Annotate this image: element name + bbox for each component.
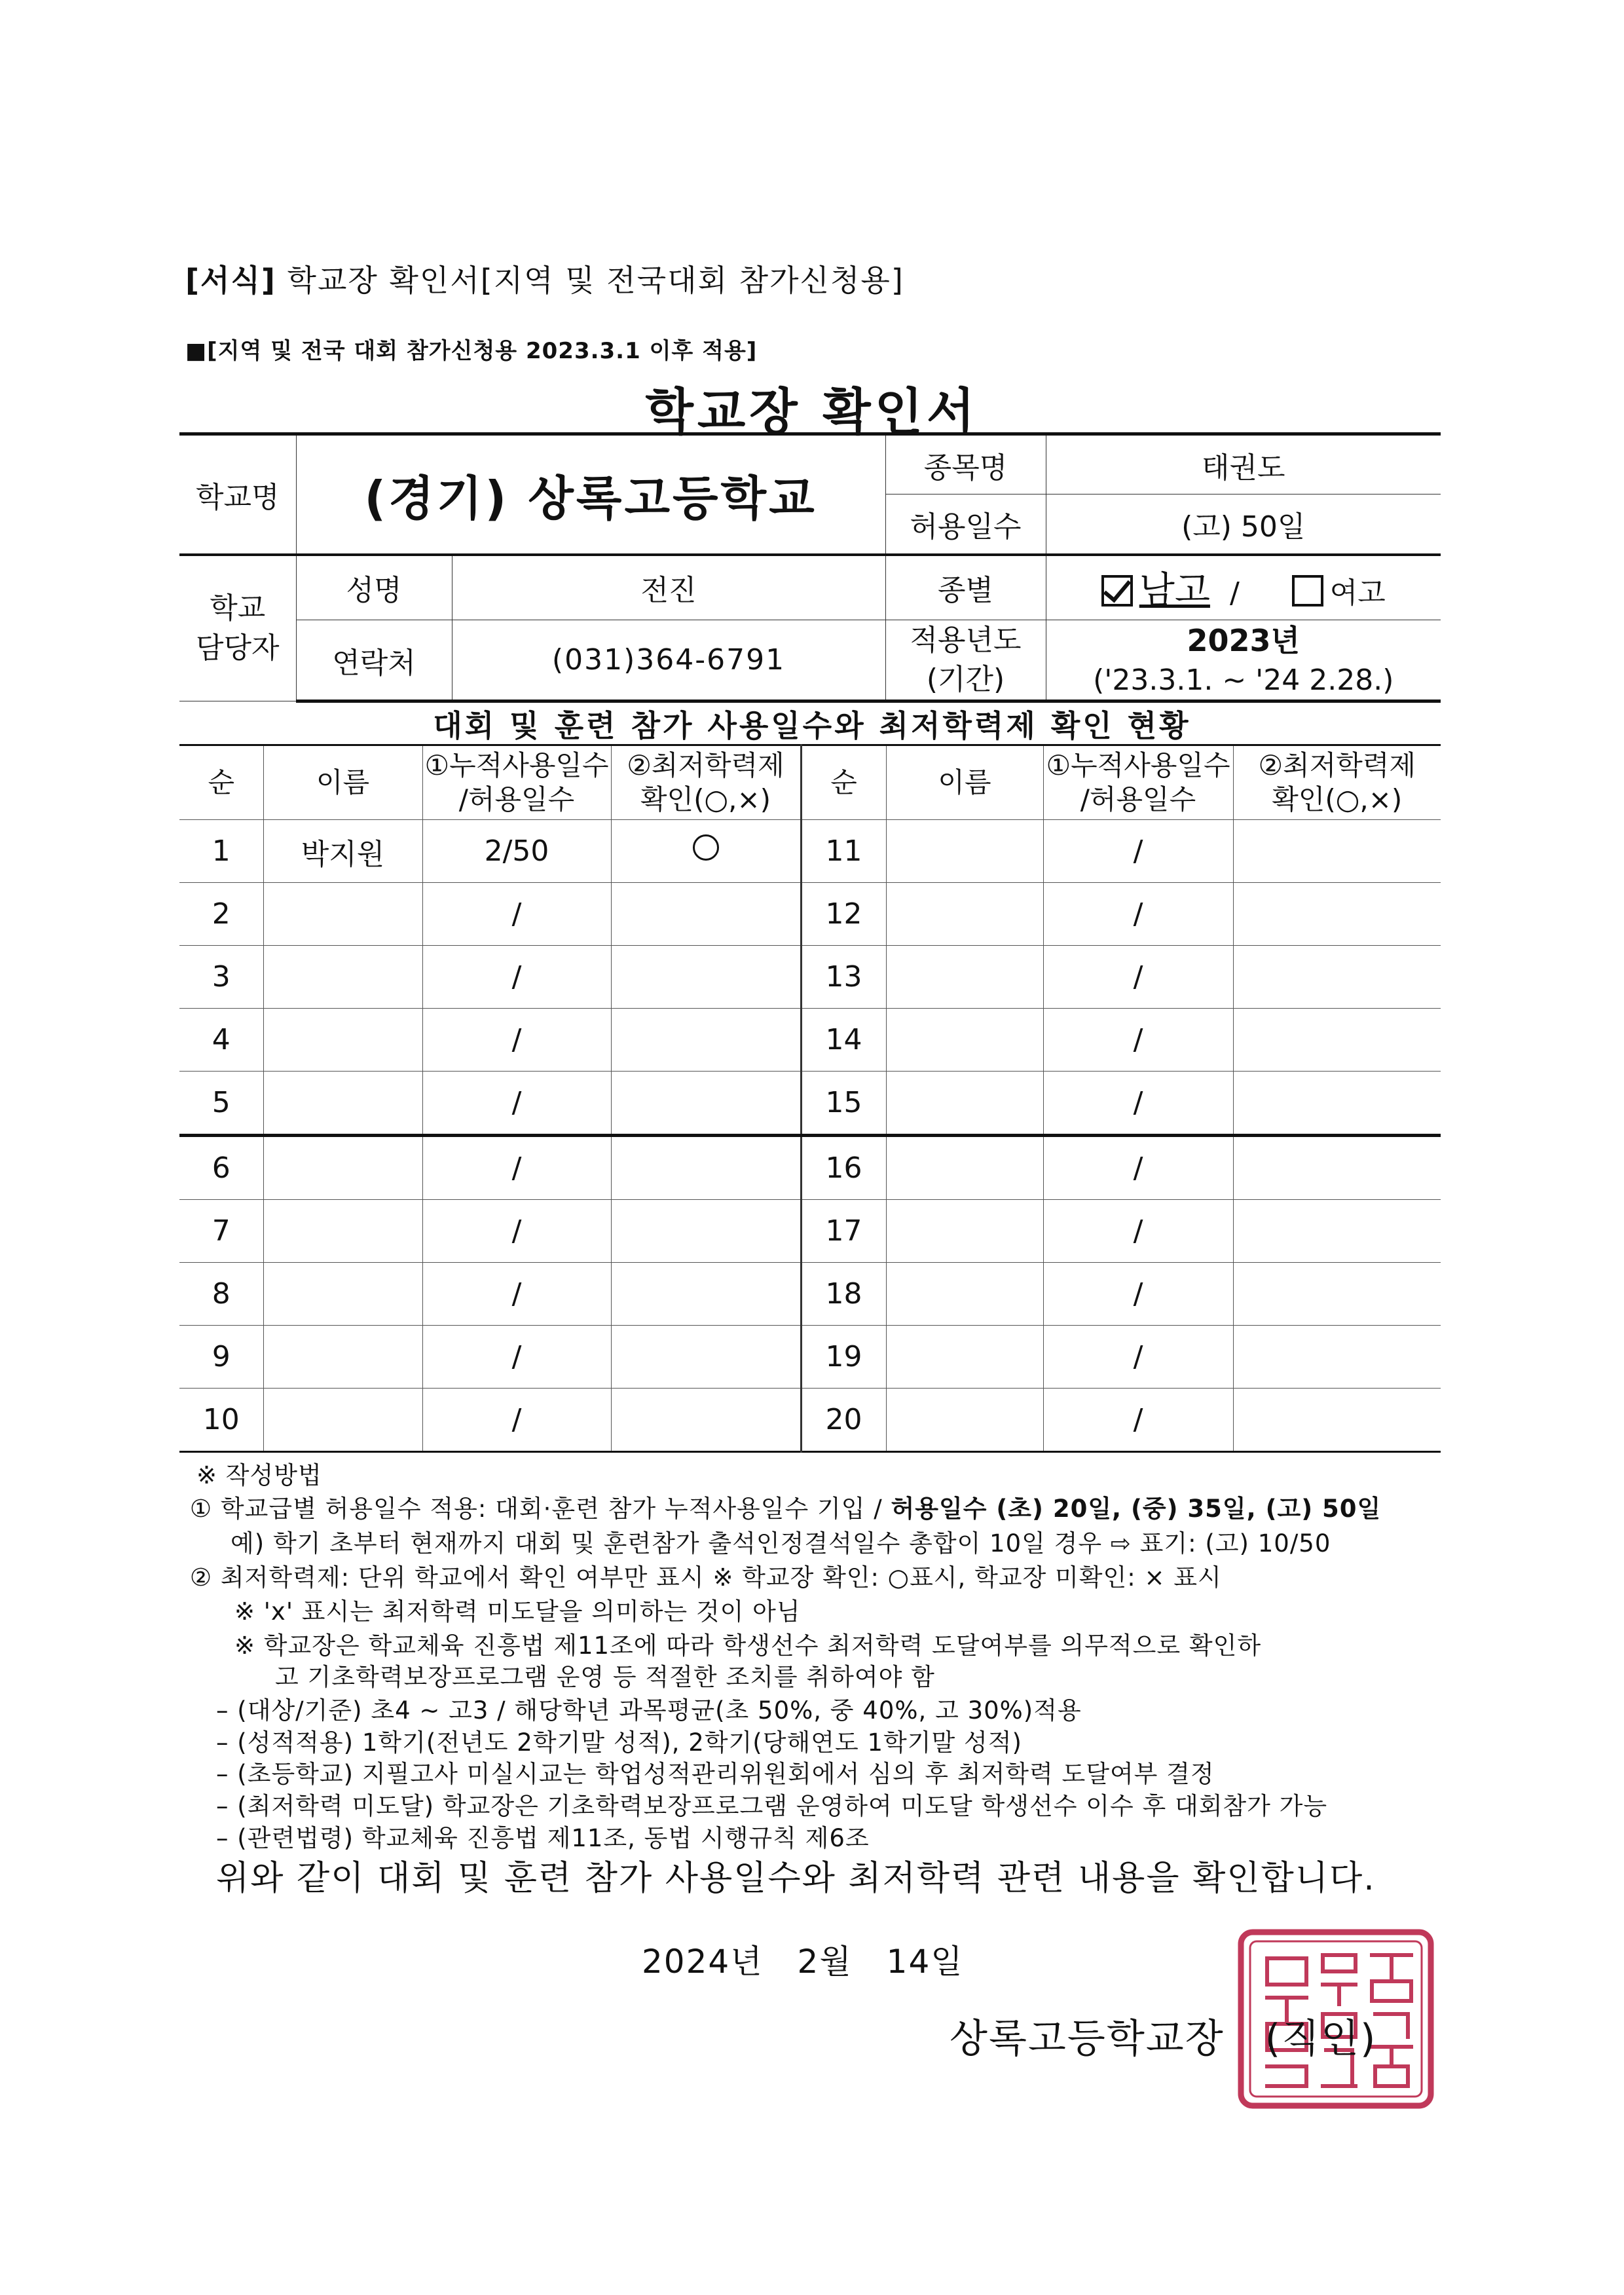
row-check xyxy=(611,1072,801,1136)
row-days: / xyxy=(422,883,611,946)
gender-label: 종별 xyxy=(885,555,1046,620)
row-check xyxy=(1233,820,1441,883)
row-no: 6 xyxy=(179,1136,263,1200)
row-days: / xyxy=(1043,1200,1233,1263)
table-row xyxy=(179,1072,1441,1136)
male-label: 남고 xyxy=(1139,569,1210,612)
sport-value: 태권도 xyxy=(1046,434,1441,494)
row-no: 12 xyxy=(801,883,886,946)
row-no: 8 xyxy=(179,1263,263,1326)
female-label: 여고 xyxy=(1329,576,1386,610)
allowed-days-value: (고) 50일 xyxy=(1046,494,1441,555)
header-name-left: 이름 xyxy=(263,745,422,820)
row-check xyxy=(611,1009,801,1072)
status-title: 대회 및 훈련 참가 사용일수와 최저학력제 확인 현황 xyxy=(433,708,1191,743)
row-days: / xyxy=(422,1326,611,1389)
school-label: 학교명 xyxy=(179,434,296,555)
row-no: 20 xyxy=(801,1389,886,1452)
row-days: / xyxy=(422,1136,611,1200)
row-name xyxy=(886,883,1043,946)
form-subcaption: ■[지역 및 전국 대회 참가신청용 2023.3.1 이후 적용] xyxy=(185,338,758,364)
status-table xyxy=(179,744,1441,1453)
detail-3: – (초등학교) 지필고사 미실시교는 학업성적관리위원회에서 심의 후 최저학력 도달여부 결정 xyxy=(216,1760,1215,1788)
note-2: ② 최저학력제: 단위 학교에서 확인 여부만 표시 ※ 학교장 확인: ○표시, 학교장 미확인: × 표시 xyxy=(190,1563,1222,1592)
row-no: 3 xyxy=(179,946,263,1009)
contact-label: 연락처 xyxy=(296,620,452,701)
row-days: / xyxy=(1043,946,1233,1009)
row-no: 11 xyxy=(801,820,886,883)
row-check xyxy=(1233,1200,1441,1263)
document-title: 학교장 확인서 xyxy=(645,382,979,441)
name-label: 성명 xyxy=(296,555,452,620)
row-name xyxy=(263,1200,422,1263)
row-no: 17 xyxy=(801,1200,886,1263)
header-academic-line2: 확인(○,×) xyxy=(1272,783,1403,815)
row-check xyxy=(1233,946,1441,1009)
table-row xyxy=(179,1200,1441,1263)
row-check xyxy=(1233,1136,1441,1200)
row-no: 16 xyxy=(801,1136,886,1200)
row-days: / xyxy=(1043,1136,1233,1200)
female-checkbox[interactable] xyxy=(1292,575,1323,606)
row-check xyxy=(1233,1263,1441,1326)
period-value xyxy=(1046,620,1441,701)
header-name-right: 이름 xyxy=(886,745,1043,820)
detail-5: – (관련법령) 학교체육 진흥법 제11조, 동법 시행규칙 제6조 xyxy=(216,1824,870,1852)
row-name xyxy=(886,946,1043,1009)
table-row xyxy=(179,1009,1441,1072)
row-no: 7 xyxy=(179,1200,263,1263)
row-name xyxy=(263,1326,422,1389)
circle-mark-icon xyxy=(693,834,719,861)
row-days: / xyxy=(1043,1263,1233,1326)
header-days-line1: ①누적사용일수 xyxy=(1046,749,1230,781)
row-name xyxy=(886,1072,1043,1136)
header-academic-right xyxy=(1233,745,1441,820)
row-name xyxy=(263,1072,422,1136)
school-name: (경기) 상록고등학교 xyxy=(296,434,885,555)
table-row xyxy=(179,1326,1441,1389)
table-row xyxy=(179,946,1441,1009)
row-days: / xyxy=(422,1009,611,1072)
row-check xyxy=(611,1200,801,1263)
row-check xyxy=(1233,1326,1441,1389)
row-name xyxy=(886,1326,1043,1389)
detail-4: – (최저학력 미도달) 학교장은 기초학력보장프로그램 운영하여 미도달 학생선수 이수 후 대회참가 가능 xyxy=(216,1792,1328,1820)
detail-1: – (대상/기준) 초4 ~ 고3 / 해당학년 과목평균(초 50%, 중 40%, 고 30%)적용 xyxy=(216,1696,1082,1725)
note-1-example: 예) 학기 초부터 현재까지 대회 및 훈련참가 출석인정결석일수 총합이 10일 경우 ⇨ 표기: (고) 10/50 xyxy=(231,1529,1331,1558)
row-check xyxy=(1233,1009,1441,1072)
row-days: / xyxy=(422,1072,611,1136)
row-name xyxy=(263,1009,422,1072)
row-no: 2 xyxy=(179,883,263,946)
row-check xyxy=(1233,1072,1441,1136)
row-name xyxy=(263,1136,422,1200)
row-name xyxy=(886,1009,1043,1072)
row-no: 4 xyxy=(179,1009,263,1072)
table-row xyxy=(179,1263,1441,1326)
row-no: 19 xyxy=(801,1326,886,1389)
allowed-days-label: 허용일수 xyxy=(885,494,1046,555)
row-check xyxy=(611,946,801,1009)
row-check xyxy=(611,883,801,946)
period-range: ('23.3.1. ~ '24 2.28.) xyxy=(1093,663,1394,698)
row-days: / xyxy=(1043,1389,1233,1452)
row-no: 13 xyxy=(801,946,886,1009)
row-name xyxy=(263,1263,422,1326)
row-no: 18 xyxy=(801,1263,886,1326)
period-label xyxy=(885,620,1046,701)
manager-label: 학교 담당자 xyxy=(179,555,296,701)
row-check xyxy=(611,1326,801,1389)
row-check xyxy=(611,1389,801,1452)
row-name xyxy=(886,1389,1043,1452)
row-name xyxy=(886,1136,1043,1200)
header-academic-line1: ②최저학력제 xyxy=(627,749,784,781)
period-label-line1: 적용년도 xyxy=(910,624,1022,658)
male-checkbox[interactable] xyxy=(1101,575,1133,606)
row-days: / xyxy=(422,946,611,1009)
header-no-right: 순 xyxy=(801,745,886,820)
gender-options xyxy=(1046,555,1441,620)
row-name xyxy=(886,1200,1043,1263)
row-check xyxy=(611,1263,801,1326)
header-days-line2: /허용일수 xyxy=(458,783,575,815)
note-1-bold: 허용일수 (초) 20일, (중) 35일, (고) 50일 xyxy=(891,1495,1382,1523)
row-no: 1 xyxy=(179,820,263,883)
note-1 xyxy=(190,1489,1381,1524)
row-no: 15 xyxy=(801,1072,886,1136)
row-days: / xyxy=(1043,883,1233,946)
table-row xyxy=(179,820,1441,883)
status-table-body xyxy=(179,820,1441,1452)
row-no: 14 xyxy=(801,1009,886,1072)
table-row xyxy=(179,1389,1441,1452)
row-no: 5 xyxy=(179,1072,263,1136)
name-value: 전진 xyxy=(452,555,885,620)
header-academic-line2: 확인(○,×) xyxy=(640,783,771,815)
row-days: 2/50 xyxy=(422,820,611,883)
table-row xyxy=(179,1136,1441,1200)
row-days: / xyxy=(422,1200,611,1263)
row-check xyxy=(1233,883,1441,946)
row-name xyxy=(263,883,422,946)
row-check xyxy=(1233,1389,1441,1452)
form-caption-text: 학교장 확인서[지역 및 전국대회 참가신청용] xyxy=(287,263,904,298)
header-academic-line1: ②최저학력제 xyxy=(1258,749,1416,781)
row-no: 10 xyxy=(179,1389,263,1452)
row-name xyxy=(263,946,422,1009)
row-name: 박지원 xyxy=(263,820,422,883)
school-info-table xyxy=(179,432,1441,703)
table-row xyxy=(179,883,1441,946)
period-year: 2023년 xyxy=(1187,623,1300,658)
row-days: / xyxy=(422,1389,611,1452)
confirm-statement: 위와 같이 대회 및 훈련 참가 사용일수와 최저학력 관련 내용을 확인합니다. xyxy=(216,1859,1376,1898)
header-academic-left xyxy=(611,745,801,820)
period-label-line2: (기간) xyxy=(926,662,1005,696)
gender-separator: / xyxy=(1229,576,1240,610)
note-1-text: ① 학교급별 허용일수 적용: 대회·훈련 참가 누적사용일수 기입 / xyxy=(190,1495,883,1523)
header-days-line1: ①누적사용일수 xyxy=(424,749,609,781)
note-2-duty-2: 고 기초학력보장프로그램 운영 등 적절한 조치를 취하여야 함 xyxy=(275,1663,935,1691)
row-check xyxy=(611,1136,801,1200)
row-days: / xyxy=(1043,820,1233,883)
header-days-right xyxy=(1043,745,1233,820)
sport-label: 종목명 xyxy=(885,434,1046,494)
row-no: 9 xyxy=(179,1326,263,1389)
header-days-line2: /허용일수 xyxy=(1080,783,1196,815)
row-check xyxy=(611,820,801,883)
row-name xyxy=(263,1389,422,1452)
note-2-x: ※ 'x' 표시는 최저학력 미도달을 의미하는 것이 아님 xyxy=(234,1597,801,1626)
header-no-left: 순 xyxy=(179,745,263,820)
header-days-left xyxy=(422,745,611,820)
principal-signature: 상록고등학교장 (직인) xyxy=(950,2016,1377,2062)
notes-heading: ※ 작성방법 xyxy=(196,1461,322,1489)
detail-2: – (성적적용) 1학기(전년도 2학기말 성적), 2학기(당해연도 1학기말 성적) xyxy=(216,1728,1022,1757)
contact-value: (031)364-6791 xyxy=(452,620,885,701)
row-days: / xyxy=(1043,1326,1233,1389)
row-days: / xyxy=(1043,1009,1233,1072)
row-days: / xyxy=(1043,1072,1233,1136)
form-tag: [서식] xyxy=(185,263,276,298)
row-name xyxy=(886,820,1043,883)
row-days: / xyxy=(422,1263,611,1326)
row-name xyxy=(886,1263,1043,1326)
note-2-duty-1: ※ 학교장은 학교체육 진흥법 제11조에 따라 학생선수 최저학력 도달여부를 의무적으로 확인하 xyxy=(234,1632,1262,1660)
issue-date: 2024년 2월 14일 xyxy=(642,1943,964,1981)
form-caption xyxy=(185,257,904,300)
